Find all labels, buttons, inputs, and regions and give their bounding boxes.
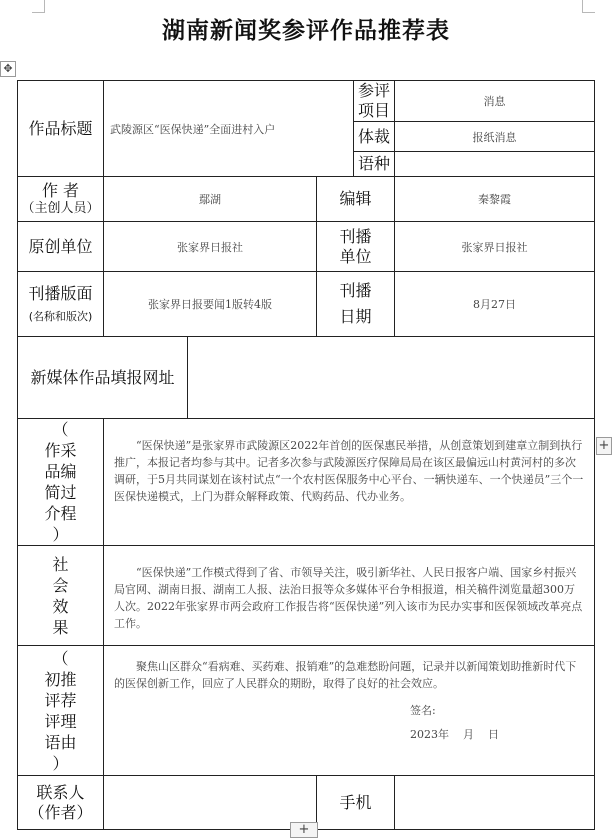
value-editor[interactable]: 秦黎霞 <box>395 177 595 222</box>
label-process <box>18 419 104 546</box>
signature-date: 2023年 月 日 <box>410 728 499 741</box>
add-row-button[interactable]: + <box>290 822 318 838</box>
document-title: 湖南新闻奖参评作品推荐表 <box>162 18 450 44</box>
value-process: “医保快递”是张家界市武陵源区2022年首创的医保惠民举措，从创意策划到建章立制到执行推广，本报记者均参与其中。记者多次参与武陵源医疗保障局局在该区最偏远山村黄河村的多次调研，于5月共同谋划在该村试点“一个农村医保服务中心平台、一辆快递车、一个快递员”三个一医保快递模式，上门为群众解释政策、代购药品、代办业务。 <box>114 439 584 503</box>
value-publish-date[interactable]: 8月27日 <box>395 272 595 337</box>
label-recommend-line: （ <box>52 648 69 668</box>
label-new-media-url: 新媒体作品填报网址 <box>18 337 188 419</box>
label-process-line: 简过 <box>44 483 77 502</box>
label-contact <box>18 776 104 830</box>
label-contact-main: 联系人 <box>36 782 85 802</box>
label-work-title: 作品标题 <box>18 81 104 177</box>
value-effect-cell[interactable] <box>104 546 595 646</box>
table-move-handle-icon[interactable]: ✥ <box>0 61 16 77</box>
label-process-line: 作采 <box>44 441 77 460</box>
label-publish-unit-line2: 单位 <box>339 246 372 266</box>
value-recommend-cell[interactable] <box>104 646 595 776</box>
label-effect-line: 果 <box>52 617 69 637</box>
label-editor: 编辑 <box>317 177 395 222</box>
value-author[interactable]: 鄢湖 <box>104 177 317 222</box>
value-new-media-url[interactable] <box>188 337 595 419</box>
label-layout-main: 刊播版面 <box>28 284 93 303</box>
value-original-unit[interactable]: 张家界日报社 <box>104 222 317 272</box>
label-recommend-line: 初推 <box>44 669 77 689</box>
label-publish-date-line1: 刊播 <box>339 281 372 300</box>
signature-block <box>114 692 584 758</box>
label-effect-line: 效 <box>52 596 69 616</box>
value-effect: “医保快递”工作模式得到了省、市领导关注，吸引新华社、人民日报客户端、国家乡村振兴局官网、湖南日报、湖南工人报、法治日报等众多媒体平台争相报道，相关稿件浏览量超300万人次。2022年张家界市两会政府工作报告将“医保快递”列入该市为民办实事和医保领域改革亮点工作。 <box>114 566 583 630</box>
label-publish-date <box>317 272 395 337</box>
value-contact[interactable] <box>104 776 317 830</box>
signature-label: 签名: <box>410 704 436 717</box>
value-phone[interactable] <box>395 776 595 830</box>
label-publish-date-line2: 日期 <box>339 307 372 326</box>
label-author-sub: （主创人员） <box>21 201 100 216</box>
label-language: 语种 <box>354 152 395 177</box>
label-original-unit: 原创单位 <box>18 222 104 272</box>
value-category[interactable]: 消息 <box>395 81 595 122</box>
value-process-cell[interactable] <box>104 419 595 546</box>
value-work-title[interactable]: 武陵源区“医保快递”全面进村入户 <box>104 81 354 177</box>
label-process-line: ） <box>52 525 69 544</box>
label-process-line: （ <box>52 420 69 439</box>
value-language[interactable] <box>395 152 595 177</box>
label-process-line: 介程 <box>44 504 77 523</box>
label-effect-line: 社 <box>52 554 69 574</box>
label-layout <box>18 272 104 337</box>
label-recommend <box>18 646 104 776</box>
label-effect <box>18 546 104 646</box>
label-effect-line: 会 <box>52 575 69 595</box>
label-recommend-line: ） <box>52 753 69 773</box>
value-recommend: 聚焦山区群众“看病难、买药难、报销难”的急难愁盼问题，记录并以新闻策划助推新时代下的医保创新工作，回应了人民群众的期盼，取得了良好的社会效应。 <box>114 660 577 690</box>
label-phone: 手机 <box>317 776 395 830</box>
label-author-main: 作 者 <box>41 181 80 200</box>
recommendation-form-table <box>17 80 595 830</box>
label-layout-sub: (名称和版次) <box>28 310 93 323</box>
value-layout[interactable]: 张家界日报要闻1版转4版 <box>104 272 317 337</box>
label-category: 参评项目 <box>354 81 395 122</box>
label-recommend-line: 语由 <box>44 732 77 752</box>
add-column-button[interactable]: + <box>596 437 612 455</box>
label-contact-sub: （作者） <box>28 802 93 822</box>
label-genre: 体裁 <box>354 122 395 152</box>
label-publish-unit-line1: 刊播 <box>339 226 372 246</box>
label-author <box>18 177 104 222</box>
value-publish-unit[interactable]: 张家界日报社 <box>395 222 595 272</box>
value-genre[interactable]: 报纸消息 <box>395 122 595 152</box>
label-process-line: 品编 <box>44 462 77 481</box>
label-recommend-line: 评荐 <box>44 690 77 710</box>
label-recommend-line: 评理 <box>44 711 77 731</box>
label-publish-unit <box>317 222 395 272</box>
